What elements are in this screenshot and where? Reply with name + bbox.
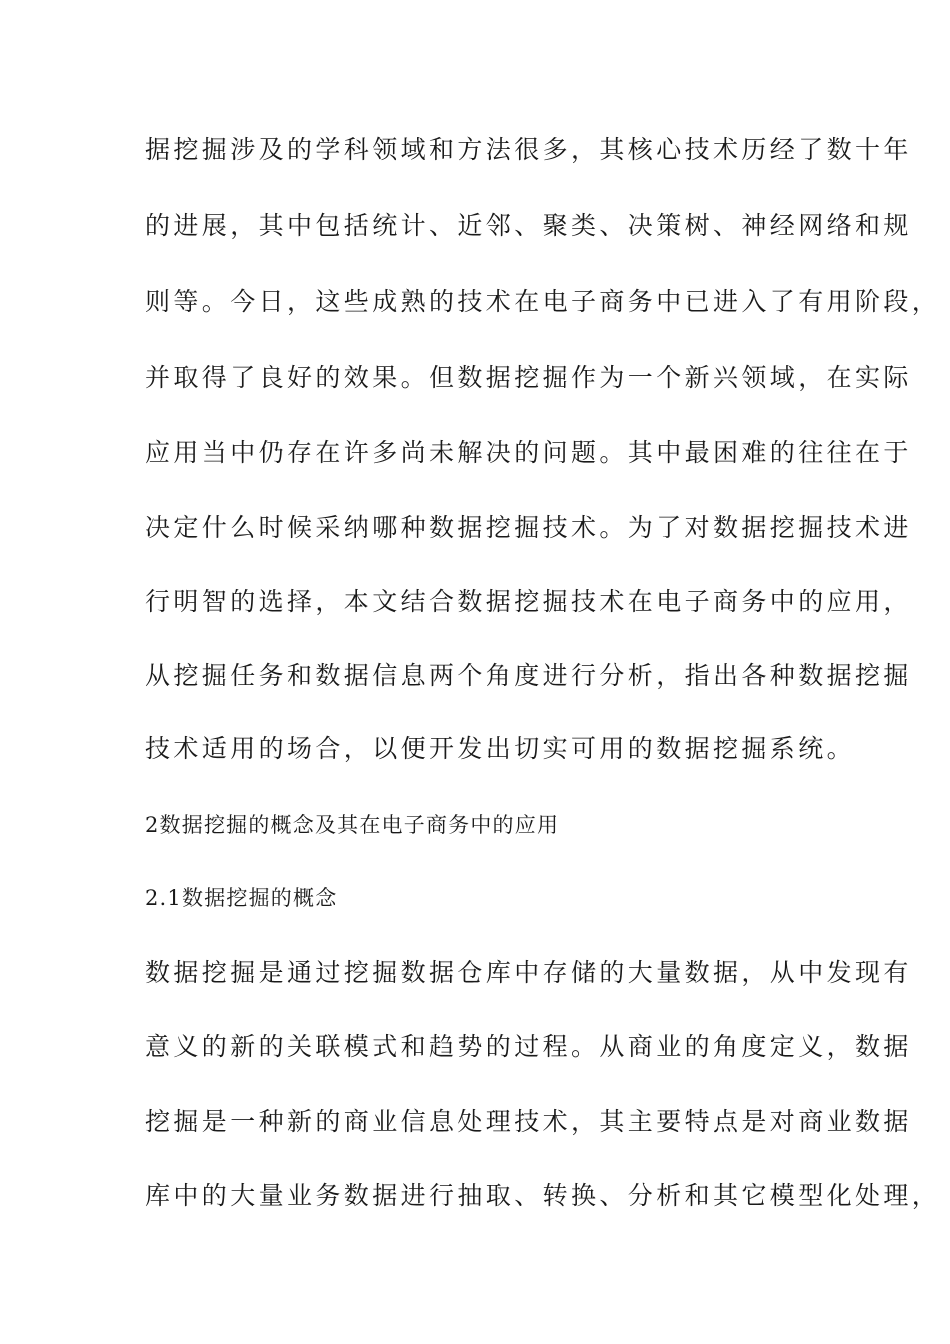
paragraph-line: 行明智的选择，本文结合数据挖掘技术在电子商务中的应用， [145,587,912,616]
paragraph-line: 从挖掘任务和数据信息两个角度进行分析，指出各种数据挖掘 [145,661,912,690]
paragraph-line: 技术适用的场合，以便开发出切实可用的数据挖掘系统。 [145,734,856,763]
paragraph-line: 决定什么时候采纳哪种数据挖掘技术。为了对数据挖掘技术进 [145,513,912,542]
paragraph-line: 数据挖掘是通过挖掘数据仓库中存储的大量数据，从中发现有 [145,958,912,987]
paragraph-line: 并取得了良好的效果。但数据挖掘作为一个新兴领域，在实际 [145,363,912,392]
section-heading: 2数据挖掘的概念及其在电子商务中的应用 [145,813,560,837]
paragraph-line: 的进展，其中包括统计、近邻、聚类、决策树、神经网络和规 [145,211,912,240]
paragraph-line: 意义的新的关联模式和趋势的过程。从商业的角度定义，数据 [145,1032,912,1061]
subsection-heading: 2.1数据挖掘的概念 [145,886,338,910]
paragraph-line: 则等。今日，这些成熟的技术在电子商务中已进入了有用阶段， [145,287,941,316]
paragraph-line: 库中的大量业务数据进行抽取、转换、分析和其它模型化处理， [145,1181,941,1210]
paragraph-line: 据挖掘涉及的学科领域和方法很多，其核心技术历经了数十年 [145,135,912,164]
paragraph-line: 应用当中仍存在许多尚未解决的问题。其中最困难的往往在于 [145,438,912,467]
paragraph-line: 挖掘是一种新的商业信息处理技术，其主要特点是对商业数据 [145,1107,912,1136]
